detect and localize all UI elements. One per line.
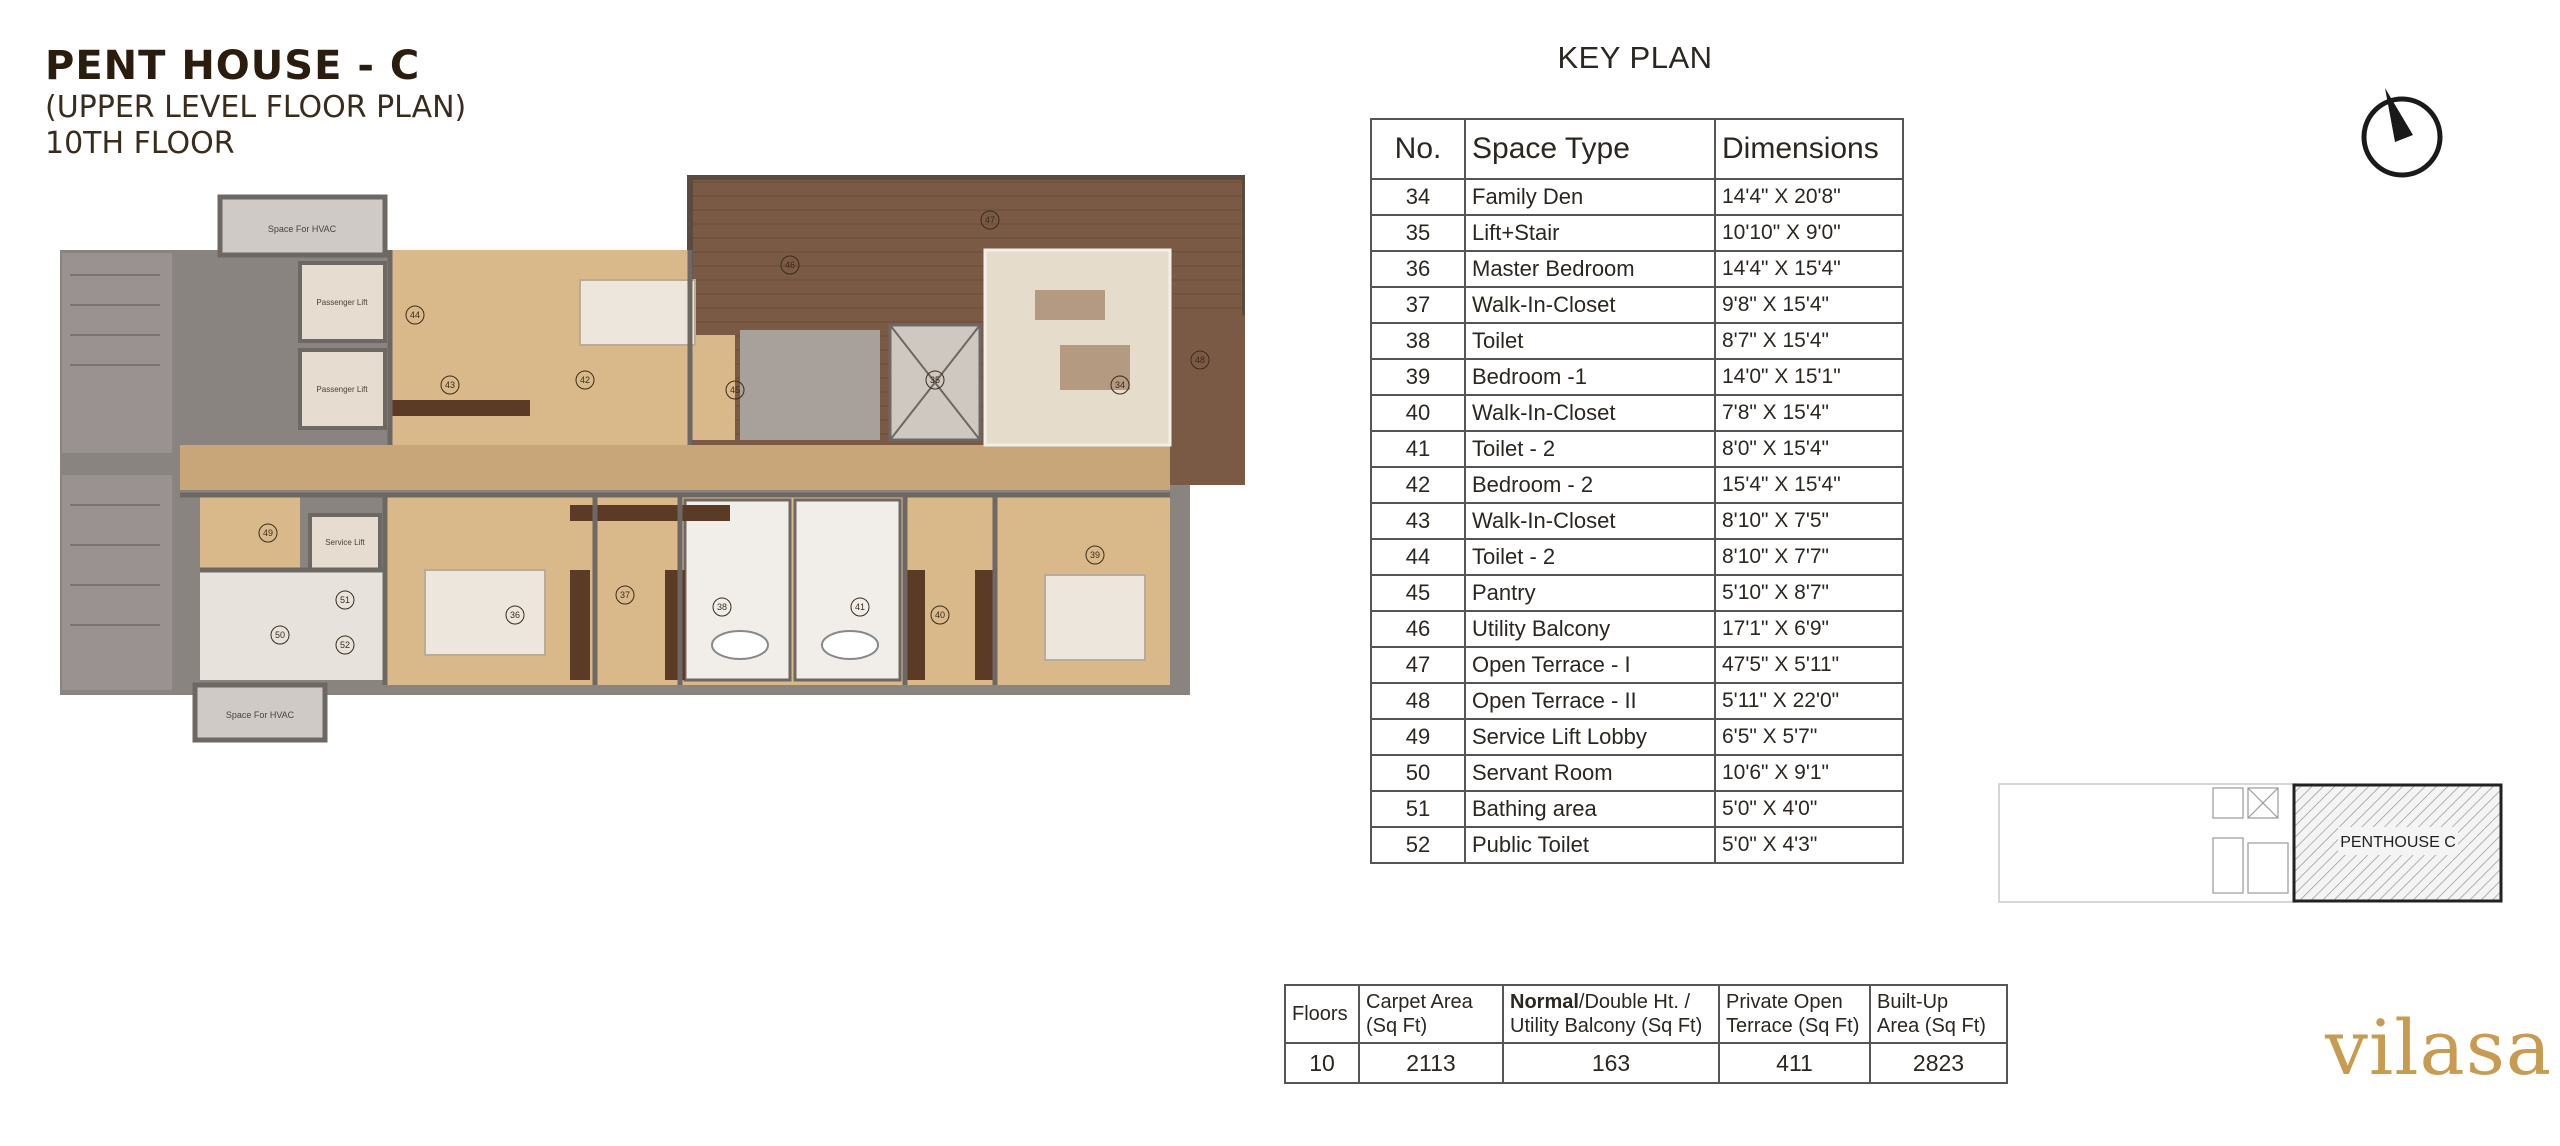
marker-37: 37 bbox=[619, 590, 631, 600]
row-number: 51 bbox=[1371, 791, 1465, 827]
marker-38: 38 bbox=[716, 602, 728, 612]
row-number: 35 bbox=[1371, 215, 1465, 251]
row-dimensions: 15'4" X 15'4" bbox=[1715, 467, 1903, 503]
area-table-values bbox=[1285, 1043, 2007, 1083]
space-table-row bbox=[1371, 215, 1903, 251]
row-space-type: Lift+Stair bbox=[1465, 215, 1715, 251]
row-dimensions: 6'5" X 5'7" bbox=[1715, 719, 1903, 755]
row-number: 45 bbox=[1371, 575, 1465, 611]
marker-49: 49 bbox=[262, 528, 274, 538]
space-table-row bbox=[1371, 359, 1903, 395]
row-space-type: Pantry bbox=[1465, 575, 1715, 611]
row-dimensions: 8'7" X 15'4" bbox=[1715, 323, 1903, 359]
row-number: 52 bbox=[1371, 827, 1465, 863]
row-dimensions: 7'8" X 15'4" bbox=[1715, 395, 1903, 431]
row-space-type: Master Bedroom bbox=[1465, 251, 1715, 287]
row-dimensions: 5'10" X 8'7" bbox=[1715, 575, 1903, 611]
row-number: 40 bbox=[1371, 395, 1465, 431]
hvac-top-label: Space For HVAC bbox=[267, 224, 337, 234]
row-number: 42 bbox=[1371, 467, 1465, 503]
row-space-type: Servant Room bbox=[1465, 755, 1715, 791]
marker-47: 47 bbox=[984, 215, 996, 225]
space-table-row bbox=[1371, 611, 1903, 647]
row-dimensions: 8'0" X 15'4" bbox=[1715, 431, 1903, 467]
space-table-row bbox=[1371, 827, 1903, 863]
space-table-row bbox=[1371, 287, 1903, 323]
corridor bbox=[180, 445, 1170, 490]
header-built-up-area: Built-Up Area (Sq Ft) bbox=[1870, 985, 2007, 1043]
marker-46: 46 bbox=[784, 260, 796, 270]
open-terrace-2 bbox=[1170, 315, 1245, 485]
vilasa-logo: vilasa bbox=[2325, 1003, 2553, 1092]
plan-subtitle: (UPPER LEVEL FLOOR PLAN) bbox=[45, 90, 467, 125]
value-carpet-area: 2113 bbox=[1359, 1043, 1503, 1083]
space-table-row bbox=[1371, 683, 1903, 719]
row-space-type: Family Den bbox=[1465, 179, 1715, 215]
row-number: 47 bbox=[1371, 647, 1465, 683]
space-table-row bbox=[1371, 395, 1903, 431]
space-table-row bbox=[1371, 719, 1903, 755]
row-number: 49 bbox=[1371, 719, 1465, 755]
row-dimensions: 8'10" X 7'5" bbox=[1715, 503, 1903, 539]
row-dimensions: 5'0" X 4'3" bbox=[1715, 827, 1903, 863]
space-table-header bbox=[1371, 119, 1903, 179]
marker-44: 44 bbox=[409, 310, 421, 320]
passenger-lift-1-label: Passenger Lift bbox=[316, 298, 368, 307]
space-table-row bbox=[1371, 179, 1903, 215]
marker-43: 43 bbox=[444, 380, 456, 390]
marker-36: 36 bbox=[509, 610, 521, 620]
header-carpet-area: Carpet Area (Sq Ft) bbox=[1359, 985, 1503, 1043]
area-summary-table bbox=[1284, 984, 2008, 1084]
service-lift-label: Service Lift bbox=[325, 538, 365, 547]
row-space-type: Walk-In-Closet bbox=[1465, 287, 1715, 323]
space-table-row bbox=[1371, 323, 1903, 359]
space-type-table bbox=[1370, 118, 1904, 864]
row-dimensions: 8'10" X 7'7" bbox=[1715, 539, 1903, 575]
row-space-type: Toilet - 2 bbox=[1465, 431, 1715, 467]
row-space-type: Toilet - 2 bbox=[1465, 539, 1715, 575]
row-space-type: Bedroom - 2 bbox=[1465, 467, 1715, 503]
row-number: 43 bbox=[1371, 503, 1465, 539]
row-number: 46 bbox=[1371, 611, 1465, 647]
row-space-type: Open Terrace - I bbox=[1465, 647, 1715, 683]
header-space-type: Space Type bbox=[1465, 119, 1715, 179]
key-plan-title: KEY PLAN bbox=[1557, 40, 1713, 75]
row-number: 34 bbox=[1371, 179, 1465, 215]
row-number: 36 bbox=[1371, 251, 1465, 287]
row-space-type: Bedroom -1 bbox=[1465, 359, 1715, 395]
value-normal-balcony: 163 bbox=[1503, 1043, 1719, 1083]
stair-top bbox=[62, 253, 172, 453]
marker-52: 52 bbox=[339, 640, 351, 650]
space-table-row bbox=[1371, 503, 1903, 539]
row-dimensions: 17'1" X 6'9" bbox=[1715, 611, 1903, 647]
space-table-row bbox=[1371, 575, 1903, 611]
row-space-type: Bathing area bbox=[1465, 791, 1715, 827]
row-number: 44 bbox=[1371, 539, 1465, 575]
stair-bottom bbox=[62, 475, 172, 690]
header-dimensions: Dimensions bbox=[1715, 119, 1903, 179]
row-dimensions: 14'4" X 15'4" bbox=[1715, 251, 1903, 287]
plan-title-block bbox=[45, 42, 466, 162]
row-number: 39 bbox=[1371, 359, 1465, 395]
row-space-type: Utility Balcony bbox=[1465, 611, 1715, 647]
area-table-header bbox=[1285, 985, 2007, 1043]
plan-title: PENT HOUSE - C bbox=[45, 43, 421, 89]
floor-plan-drawing bbox=[50, 175, 1245, 755]
marker-35: 35 bbox=[929, 375, 941, 385]
header-private-terrace: Private Open Terrace (Sq Ft) bbox=[1719, 985, 1870, 1043]
row-dimensions: 10'6" X 9'1" bbox=[1715, 755, 1903, 791]
marker-45: 45 bbox=[729, 385, 741, 395]
space-table-row bbox=[1371, 647, 1903, 683]
row-dimensions: 5'11" X 22'0" bbox=[1715, 683, 1903, 719]
servant-room bbox=[200, 570, 385, 680]
space-table-row bbox=[1371, 539, 1903, 575]
marker-48: 48 bbox=[1194, 355, 1206, 365]
header-normal-balcony: Normal/Double Ht. / Utility Balcony (Sq Ft) bbox=[1503, 985, 1719, 1043]
row-number: 48 bbox=[1371, 683, 1465, 719]
marker-39: 39 bbox=[1089, 550, 1101, 560]
row-space-type: Walk-In-Closet bbox=[1465, 503, 1715, 539]
space-table-row bbox=[1371, 791, 1903, 827]
value-built-up-area: 2823 bbox=[1870, 1043, 2007, 1083]
marker-51: 51 bbox=[339, 595, 351, 605]
marker-50: 50 bbox=[274, 630, 286, 640]
row-space-type: Open Terrace - II bbox=[1465, 683, 1715, 719]
marker-34: 34 bbox=[1114, 380, 1126, 390]
header-floors: Floors bbox=[1285, 985, 1359, 1043]
row-dimensions: 47'5" X 5'11" bbox=[1715, 647, 1903, 683]
row-dimensions: 14'0" X 15'1" bbox=[1715, 359, 1903, 395]
row-number: 37 bbox=[1371, 287, 1465, 323]
value-private-terrace: 411 bbox=[1719, 1043, 1870, 1083]
row-space-type: Walk-In-Closet bbox=[1465, 395, 1715, 431]
row-number: 38 bbox=[1371, 323, 1465, 359]
row-space-type: Service Lift Lobby bbox=[1465, 719, 1715, 755]
stair-core bbox=[740, 330, 880, 440]
space-table-row bbox=[1371, 755, 1903, 791]
row-dimensions: 9'8" X 15'4" bbox=[1715, 287, 1903, 323]
row-space-type: Toilet bbox=[1465, 323, 1715, 359]
space-table-row bbox=[1371, 467, 1903, 503]
value-floors: 10 bbox=[1285, 1043, 1359, 1083]
passenger-lift-2-label: Passenger Lift bbox=[316, 385, 368, 394]
marker-40: 40 bbox=[934, 610, 946, 620]
header-no: No. bbox=[1371, 119, 1465, 179]
marker-41: 41 bbox=[854, 602, 866, 612]
space-table-row bbox=[1371, 251, 1903, 287]
hvac-bottom-label: Space For HVAC bbox=[225, 710, 295, 720]
row-space-type: Public Toilet bbox=[1465, 827, 1715, 863]
mini-key-plan bbox=[1998, 783, 2503, 905]
row-dimensions: 5'0" X 4'0" bbox=[1715, 791, 1903, 827]
mini-plan-label: PENTHOUSE C bbox=[2340, 834, 2456, 851]
row-dimensions: 10'10" X 9'0" bbox=[1715, 215, 1903, 251]
space-table-row bbox=[1371, 431, 1903, 467]
row-dimensions: 14'4" X 20'8" bbox=[1715, 179, 1903, 215]
row-number: 41 bbox=[1371, 431, 1465, 467]
plan-floor: 10TH FLOOR bbox=[45, 126, 235, 161]
marker-42: 42 bbox=[579, 375, 591, 385]
compass-icon bbox=[2355, 80, 2455, 190]
row-number: 50 bbox=[1371, 755, 1465, 791]
